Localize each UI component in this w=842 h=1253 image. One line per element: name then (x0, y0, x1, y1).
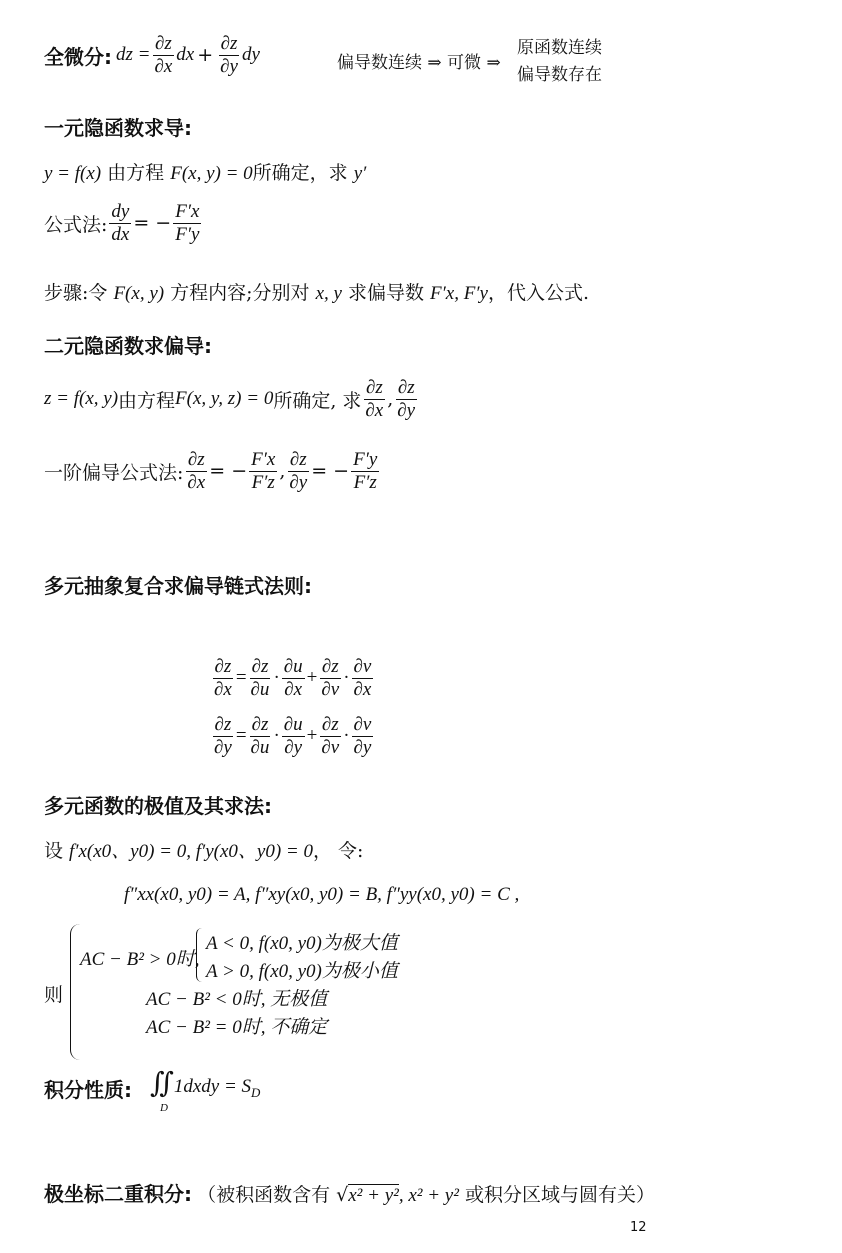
io-steps-d: x, y (315, 283, 342, 304)
ex-cond: f′x(x0、y0) = 0, f′y(x0、y0) = 0 (69, 841, 313, 862)
cr1-dot1: · (273, 667, 280, 689)
cr1-f1 (212, 657, 234, 700)
cr2-dot2: · (343, 725, 350, 747)
it-a-frac (185, 450, 207, 493)
it-b-ffrac (351, 450, 379, 493)
td-num-1: ∂z (154, 33, 172, 54)
cr2-n5: ∂v (353, 714, 372, 735)
td-lhs: dz = (116, 44, 151, 66)
it-sep: , (279, 460, 286, 483)
td-den-2: ∂y (220, 55, 238, 77)
io-fnum: dy (111, 201, 130, 222)
total-differential-label: 全微分: (44, 44, 112, 69)
double-integral-sign: ∬ (150, 1068, 174, 1099)
io-fden: dx (111, 223, 130, 245)
implicit-two-statement (44, 378, 419, 421)
cr1-f3 (282, 657, 305, 700)
cr2-n2: ∂z (251, 714, 269, 735)
io-steps-a: 步骤:令 (44, 282, 114, 304)
polar-tail: 或积分区域与圆有关） (458, 1184, 655, 1206)
it-d2: ∂y (397, 399, 416, 421)
extrema-case1-b: A > 0, f(x0, y0)为极小值 (206, 961, 398, 982)
cr1-d3: ∂x (284, 678, 303, 700)
it-a-num: ∂z (187, 449, 205, 470)
io-feq: = − (133, 212, 172, 235)
cr2-f5 (352, 715, 374, 758)
cr1-f4 (319, 657, 341, 700)
io-stmt-d: 所确定，求 (252, 162, 354, 184)
total-differential-line (44, 34, 260, 77)
io-steps-e: 求偏导数 (341, 282, 431, 304)
it-a-fn: F′x (251, 449, 276, 470)
polar-sqrt-sign: √ (336, 1184, 349, 1206)
extrema-case2: AC − B² < 0时, 无极值 (146, 989, 328, 1010)
it-stmt-a: z = f(x, y) (44, 388, 119, 410)
io-stmt-a: y = f(x) (44, 163, 102, 184)
td-num-2: ∂z (220, 33, 238, 54)
cr2-plus: + (306, 725, 318, 747)
it-n2: ∂z (397, 377, 415, 398)
extrema-case1-a: A < 0, f(x0, y0)为极大值 (206, 933, 398, 954)
io-stmt-c: F(x, y) = 0 (170, 163, 253, 184)
ex-cond-suffix: ， 令: (312, 840, 364, 862)
io-fnum2: F′x (175, 201, 200, 222)
io-steps-c: 方程内容;分别对 (164, 282, 316, 304)
td-d1: dx (176, 44, 195, 66)
io-fden2: F′y (175, 223, 200, 245)
cr1-dot2: · (343, 667, 350, 689)
cr2-d2: ∂u (250, 736, 270, 758)
ex-cond-prefix: 设 (44, 840, 70, 862)
integral-body: 1dxdy = S (173, 1076, 252, 1097)
implicit-one-title: 一元隐函数求导: (44, 116, 192, 140)
it-b-num: ∂z (289, 449, 307, 470)
td-plus: + (197, 44, 214, 67)
cr2-d1: ∂y (214, 736, 232, 758)
cr1-d1: ∂x (214, 678, 232, 700)
polar-label: 极坐标二重积分: (44, 1182, 192, 1206)
integral-property-formula (150, 1066, 260, 1101)
cr1-f2 (249, 657, 272, 700)
it-n1: ∂z (365, 377, 383, 398)
chain-rule-title: 多元抽象复合求偏导链式法则: (44, 574, 312, 598)
cr1-plus: + (306, 667, 318, 689)
cr1-f5 (352, 657, 374, 700)
extrema-case3: AC − B² = 0时, 不确定 (146, 1017, 328, 1038)
it-b-den: ∂y (289, 471, 308, 493)
cr1-eq: = (235, 667, 247, 689)
it-stmt-c: F(x, y, z) = 0 (175, 388, 274, 410)
td-frac-2 (218, 34, 240, 77)
it-a-fd: F′z (251, 471, 275, 493)
td-frac-1 (152, 34, 174, 77)
io-stmt-b: 由方程 (101, 162, 171, 184)
cr2-f3 (282, 715, 305, 758)
it-formula-label: 一阶偏导公式法: (44, 461, 184, 484)
polar-paren-open: （被积函数含有 (197, 1184, 337, 1206)
page-number: 12 (630, 1220, 647, 1235)
td-relation-left: 偏导数连续 ⇒ 可微 ⇒ (337, 53, 501, 73)
cr2-f1 (212, 715, 234, 758)
io-frac-left (109, 202, 131, 245)
integral-body-sub: D (251, 1084, 261, 1100)
td-relation-top: 原函数连续 (517, 38, 602, 58)
io-frac-right (173, 202, 201, 245)
implicit-two-formula (44, 450, 381, 493)
it-b-eq: = − (311, 460, 350, 483)
extrema-title: 多元函数的极值及其求法: (44, 794, 272, 818)
io-steps-f: F′x, F′y (430, 283, 488, 304)
cr1-d4: ∂v (321, 678, 340, 700)
cr2-f4 (319, 715, 341, 758)
it-frac-1 (363, 378, 385, 421)
io-steps-b: F(x, y) (113, 283, 165, 304)
cr2-d4: ∂v (321, 736, 340, 758)
cr1-n1: ∂z (214, 656, 232, 677)
it-b-frac (287, 450, 309, 493)
it-frac-2 (395, 378, 417, 421)
implicit-one-formula (44, 202, 203, 245)
it-stmt-d: 所确定, 求 (273, 389, 362, 412)
extrema-then: 则 (44, 984, 64, 1006)
chain-rule-row-2 (210, 714, 375, 758)
td-relation-bottom: 偏导数存在 (517, 65, 602, 85)
cr2-d3: ∂y (284, 736, 303, 758)
cr2-dot1: · (273, 725, 280, 747)
cr2-n1: ∂z (214, 714, 232, 735)
polar-sqrt-body: x² + y² (348, 1185, 399, 1206)
it-stmt-b: 由方程 (118, 389, 176, 412)
integral-property-label: 积分性质: (44, 1078, 132, 1102)
it-comma: , (387, 388, 394, 411)
cr2-f2 (249, 715, 272, 758)
polar-after: , x² + y² (398, 1185, 459, 1206)
implicit-two-title: 二元隐函数求偏导: (44, 334, 212, 358)
io-stmt-e: y′ (353, 163, 367, 184)
io-formula-label: 公式法: (44, 213, 108, 236)
cr1-n2: ∂z (251, 656, 269, 677)
it-a-eq: = − (209, 460, 248, 483)
cr2-n4: ∂z (321, 714, 339, 735)
it-d1: ∂x (365, 399, 384, 421)
extrema-case1-brace (196, 928, 204, 982)
io-steps-g: ，代入公式. (487, 282, 589, 304)
cr2-n3: ∂u (283, 714, 303, 735)
cr1-d5: ∂x (353, 678, 372, 700)
implicit-one-steps (44, 278, 589, 305)
cr2-d5: ∂y (353, 736, 372, 758)
it-b-fd: F′z (353, 471, 377, 493)
integral-region-sub: D (160, 1102, 168, 1114)
cr1-n3: ∂u (283, 656, 303, 677)
td-den-1: ∂x (154, 55, 173, 77)
it-a-ffrac (249, 450, 277, 493)
polar-line (44, 1178, 655, 1207)
cr2-eq: = (235, 725, 247, 747)
chain-rule-row-1 (210, 656, 375, 700)
brace-inner-shape (196, 928, 205, 982)
it-b-fn: F′y (353, 449, 378, 470)
it-a-den: ∂x (187, 471, 206, 493)
extrema-case1-lhs: AC − B² > 0时, (80, 949, 200, 970)
extrema-condition (44, 836, 363, 863)
cr1-n4: ∂z (321, 656, 339, 677)
cr1-n5: ∂v (353, 656, 372, 677)
implicit-one-statement (44, 158, 366, 185)
td-d2: dy (241, 44, 260, 66)
cr1-d2: ∂u (250, 678, 270, 700)
extrema-second-derivs: f″xx(x0, y0) = A, f″xy(x0, y0) = B, f″yy(x0, y0) = C , (124, 884, 520, 905)
